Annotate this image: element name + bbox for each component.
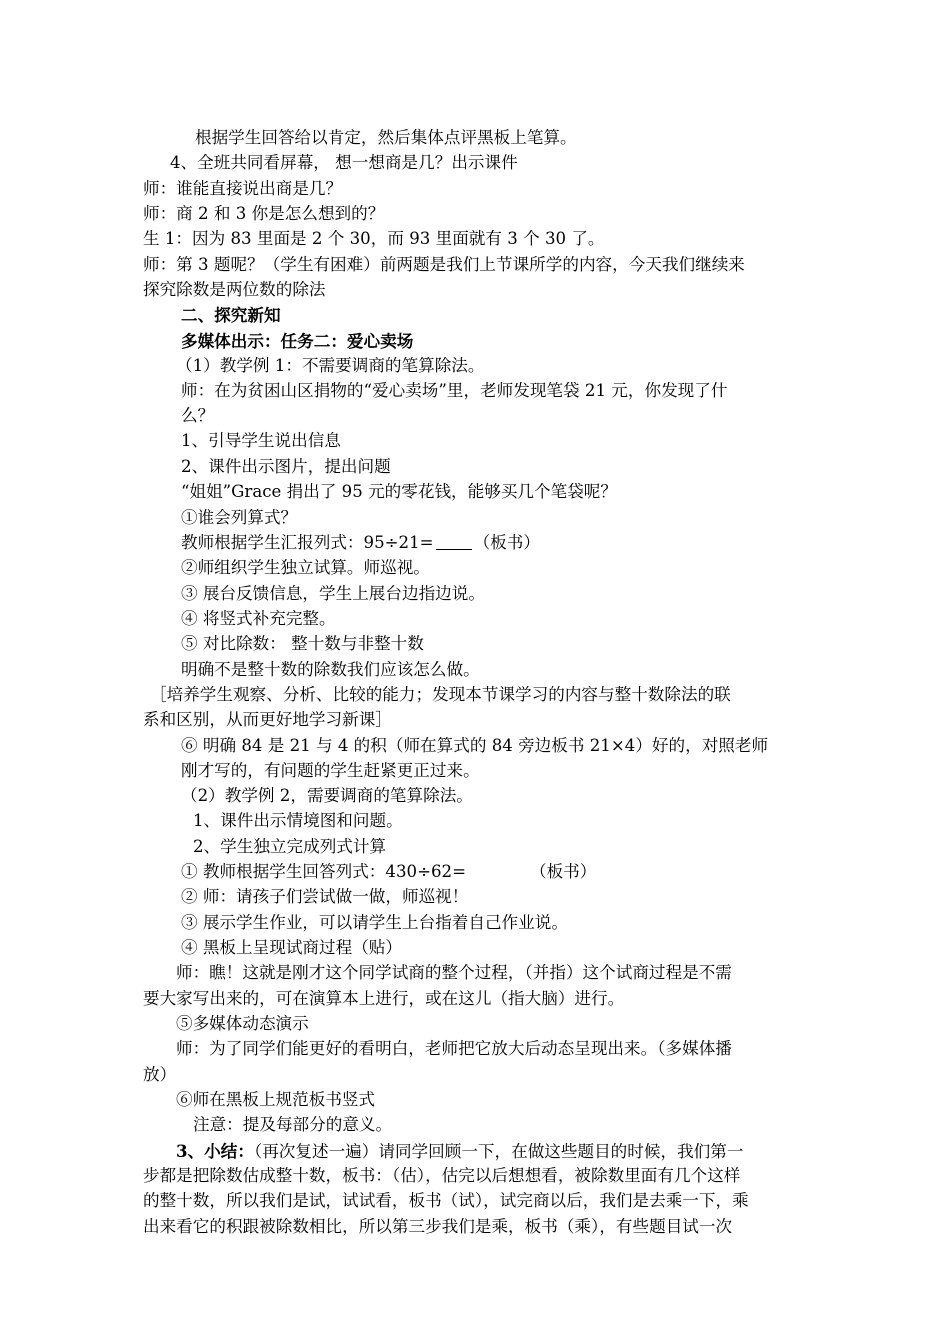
paragraph-line: ② 师：请孩子们尝试做一做，师巡视！: [181, 887, 469, 906]
paragraph-line: 刚才写的，有问题的学生赶紧更正过来。: [181, 761, 480, 780]
paragraph-line: ①谁会列算式？: [181, 508, 298, 527]
summary-label: 3、小结：: [176, 1141, 254, 1161]
paragraph-line: 师：在为贫困山区捐物的“爱心卖场”里，老师发现笔袋 21 元，你发现了什: [181, 381, 728, 400]
paragraph-line: [181, 861, 596, 883]
paragraph-line: [176, 1140, 743, 1163]
paragraph-line: ⑤ 对比除数： 整十数与非整十数: [181, 634, 424, 653]
section-heading: 二、探究新知: [181, 305, 281, 325]
paragraph-line: [181, 532, 540, 554]
paragraph-line: ④ 将竖式补充完整。: [181, 609, 336, 628]
paragraph-line: 的整十数，所以我们是试，试试看，板书（试），试完商以后，我们是去乘一下，乘: [143, 1191, 749, 1210]
paragraph-line: 生 1：因为 83 里面是 2 个 30，而 93 里面就有 3 个 30 了。: [143, 229, 605, 248]
paragraph-line: “姐姐”Grace 捐出了 95 元的零花钱，能够买几个笔袋呢？: [181, 482, 617, 501]
paragraph-line: ⑤多媒体动态演示: [176, 1014, 309, 1033]
formula-prefix: 教师根据学生汇报列式：95÷21=: [181, 533, 434, 552]
paragraph-line: 师：谁能直接说出商是几？: [143, 179, 343, 198]
paragraph-line: （2）教学例 2，需要调商的笔算除法。: [181, 786, 473, 805]
paragraph-line: 放）: [143, 1065, 177, 1084]
paragraph-line: 注意：提及每部分的意义。: [193, 1115, 393, 1134]
formula-suffix: （板书）: [473, 533, 540, 552]
paragraph-line: ④ 黑板上呈现试商过程（贴）: [181, 938, 402, 957]
paragraph-line: 4、全班共同看屏幕， 想一想商是几？出示课件: [170, 153, 518, 172]
paragraph-line: 根据学生回答给以肯定，然后集体点评黑板上笔算。: [195, 128, 577, 147]
paragraph-line: 明确不是整十数的除数我们应该怎么做。: [181, 660, 480, 679]
paragraph-line: 师：为了同学们能更好的看明白，老师把它放大后动态呈现出来。（多媒体播: [176, 1039, 732, 1058]
paragraph-line: 2、学生独立完成列式计算: [193, 837, 387, 856]
paragraph-line: 2、课件出示图片，提出问题: [181, 457, 391, 476]
paragraph-line: 要大家写出来的，可在演算本上进行，或在这儿（指大脑）进行。: [143, 989, 625, 1008]
paragraph-line: 1、引导学生说出信息: [181, 431, 341, 450]
summary-text: （再次复述一遍）请同学回顾一下，在做这些题目的时候，我们第一: [253, 1142, 744, 1161]
formula-suffix: （板书）: [530, 862, 597, 881]
paragraph-line: ③ 展示学生作业，可以请学生上台指着自己作业说。: [181, 913, 568, 932]
paragraph-line: ⑥ 明确 84 是 21 与 4 的积（师在算式的 84 旁边板书 21×4）好的，对照老师: [181, 736, 769, 755]
paragraph-line: 么？: [181, 406, 215, 425]
paragraph-line: （1）教学例 1：不需要调商的笔算除法。: [176, 356, 485, 375]
answer-blank: [436, 534, 472, 550]
paragraph-line: ⑥师在黑板上规范板书竖式: [176, 1090, 376, 1109]
paragraph-line: ［培养学生观察、分析、比较的能力；发现本节课学习的内容与整十数除法的联: [150, 685, 731, 704]
paragraph-line: 步都是把除数估成整十数，板书：（估），估完以后想想看，被除数里面有几个这样: [143, 1166, 741, 1185]
paragraph-line: 探究除数是两位数的除法: [143, 280, 326, 299]
paragraph-line: ③ 展台反馈信息，学生上展台边指边说。: [181, 584, 485, 603]
paragraph-line: 师：第 3 题呢？（学生有困难）前两题是我们上节课所学的内容，今天我们继续来: [143, 255, 745, 274]
paragraph-line: 1、课件出示情境图和问题。: [193, 811, 403, 830]
paragraph-line: ②师组织学生独立试算。师巡视。: [181, 558, 430, 577]
paragraph-line: 师：商 2 和 3 你是怎么想到的？: [143, 204, 385, 223]
paragraph-line: 出来看它的积跟被除数相比，所以第三步我们是乘，板书（乘），有些题目试一次: [143, 1217, 733, 1236]
paragraph-line: 师：瞧！这就是刚才这个同学试商的整个过程，（并指）这个试商过程是不需: [176, 963, 732, 982]
formula-prefix: ① 教师根据学生回答列式：430÷62=: [181, 862, 466, 881]
paragraph-line: 系和区别，从而更好地学习新课］: [143, 710, 392, 729]
section-heading: 多媒体出示：任务二：爱心卖场: [181, 331, 414, 351]
